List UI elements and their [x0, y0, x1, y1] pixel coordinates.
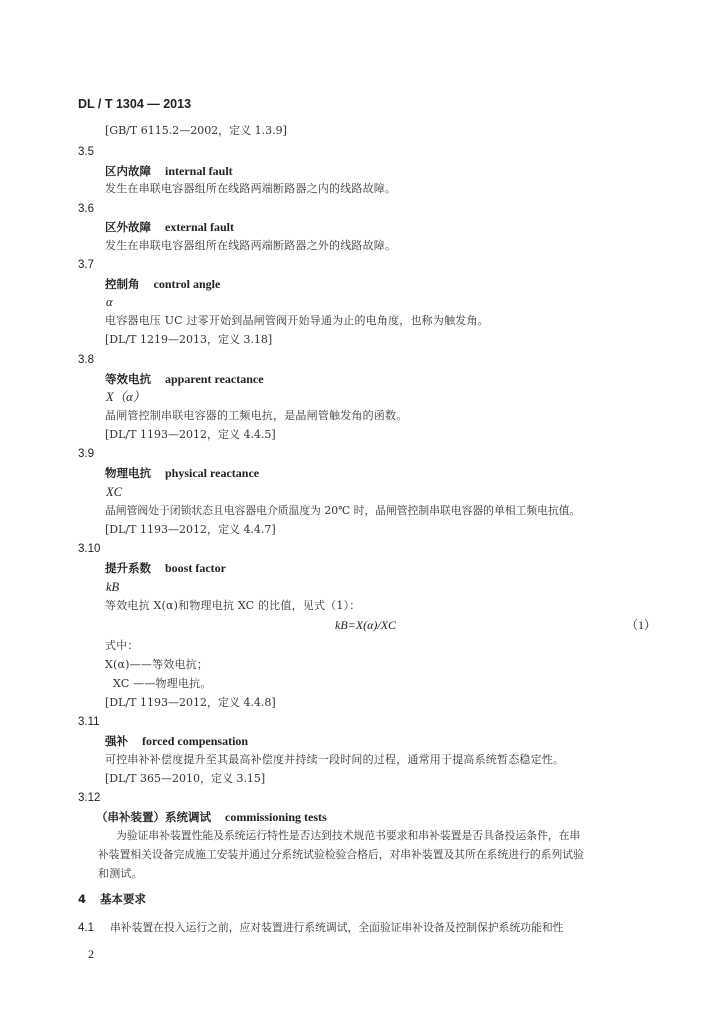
- section-number: 3.10: [78, 543, 101, 555]
- term-en: boost factor: [165, 561, 226, 575]
- term-en: internal fault: [165, 164, 233, 178]
- section-number: 3.7: [78, 259, 94, 271]
- definition-text: 发生在串联电容器组所在线路两端断路器之内的线路故障。: [105, 182, 397, 195]
- equation-number: （1）: [626, 618, 657, 632]
- definition-reference: [DL/T 1193—2012，定义 4.4.8]: [105, 696, 276, 709]
- page-number: 2: [88, 947, 94, 961]
- definition-reference: [DL/T 365—2010，定义 3.15]: [105, 772, 266, 785]
- term-symbol: kB: [106, 580, 120, 594]
- definition-text: 为验证串补装置性能及系统运行特性是否达到技术规范书要求和串补装置是否具备投运条件，在串: [116, 829, 581, 842]
- term-3-6: [105, 219, 234, 235]
- term-zh: 区内故障: [105, 164, 151, 178]
- definition-reference: [DL/T 1193—2012，定义 4.4.7]: [105, 523, 276, 536]
- term-3-9: [105, 465, 259, 481]
- clause-text: 串补装置在投入运行之前，应对装置进行系统调试，全面验证串补设备及控制保护系统功能和性: [110, 921, 564, 934]
- term-3-8: [105, 371, 264, 387]
- formula-variable: XC ——物理电抗。: [113, 677, 212, 690]
- term-3-12: [96, 809, 327, 825]
- term-en: apparent reactance: [165, 372, 264, 386]
- definition-text: 晶闸管阀处于闭锁状态且电容器电介质温度为 20℃ 时，晶闸管控制串联电容器的单相工频电抗值。: [105, 504, 581, 517]
- term-symbol: XC: [106, 485, 122, 499]
- chapter-title: 基本要求: [100, 892, 147, 906]
- definition-text: 发生在串联电容器组所在线路两端断路器之外的线路故障。: [105, 239, 397, 252]
- formula-variable: X(α)——等效电抗；: [105, 658, 209, 671]
- term-3-11: [105, 733, 248, 749]
- term-symbol: X（α）: [106, 390, 146, 404]
- definition-text: 电容器电压 UC 过零开始到晶闸管阀开始导通为止的电角度，也称为触发角。: [105, 314, 489, 327]
- term-en: external fault: [165, 220, 234, 234]
- document-standard-header: DL / T 1304 — 2013: [78, 97, 192, 111]
- term-zh: 区外故障: [105, 220, 151, 234]
- definition-text: 晶闸管控制串联电容器的工频电抗，是晶闸管触发角的函数。: [105, 409, 408, 422]
- chapter-number: 4: [78, 892, 87, 906]
- section-number: 3.9: [78, 448, 94, 460]
- term-zh: 提升系数: [105, 561, 151, 575]
- term-en: forced compensation: [142, 734, 249, 748]
- term-en: control angle: [153, 277, 221, 291]
- definition-reference: [DL/T 1219—2013，定义 3.18]: [105, 333, 273, 346]
- definition-reference: [DL/T 1193—2012，定义 4.4.5]: [105, 428, 276, 441]
- section-number: 3.6: [78, 203, 94, 215]
- formula: kB=X(α)/XC: [335, 618, 397, 632]
- reference-gbt6115: [GB/T 6115.2—2002，定义 1.3.9]: [105, 124, 287, 137]
- definition-text: 等效电抗 X(α)和物理电抗 XC 的比值，见式（1）：: [105, 599, 361, 612]
- term-zh: 物理电抗: [105, 466, 151, 480]
- section-number: 3.12: [78, 792, 101, 804]
- term-en: physical reactance: [165, 466, 260, 480]
- term-3-10: [105, 560, 226, 576]
- section-number: 3.8: [78, 354, 94, 366]
- term-zh: 控制角: [105, 277, 140, 291]
- definition-text: 补装置相关设备完成施工安装并通过分系统试验检验合格后，对串补装置及其所在系统进行的系列试验: [98, 848, 584, 861]
- section-number: 3.11: [78, 716, 100, 728]
- term-zh: 等效电抗: [105, 372, 151, 386]
- term-en: commissioning tests: [225, 810, 327, 824]
- formula-where: 式中：: [105, 639, 139, 652]
- definition-text: 和测试。: [98, 867, 143, 880]
- definition-text: 可控串补补偿度提升至其最高补偿度并持续一段时间的过程，通常用于提高系统暂态稳定性。: [105, 753, 565, 766]
- term-symbol: α: [106, 295, 113, 309]
- clause-number: 4.1: [78, 922, 94, 934]
- chapter-heading: [78, 891, 146, 907]
- term-zh: 强补: [105, 734, 128, 748]
- section-number: 3.5: [78, 146, 94, 158]
- term-3-5: [105, 163, 233, 179]
- term-zh: （串补装置）系统调试: [96, 810, 211, 824]
- term-3-7: [105, 276, 220, 292]
